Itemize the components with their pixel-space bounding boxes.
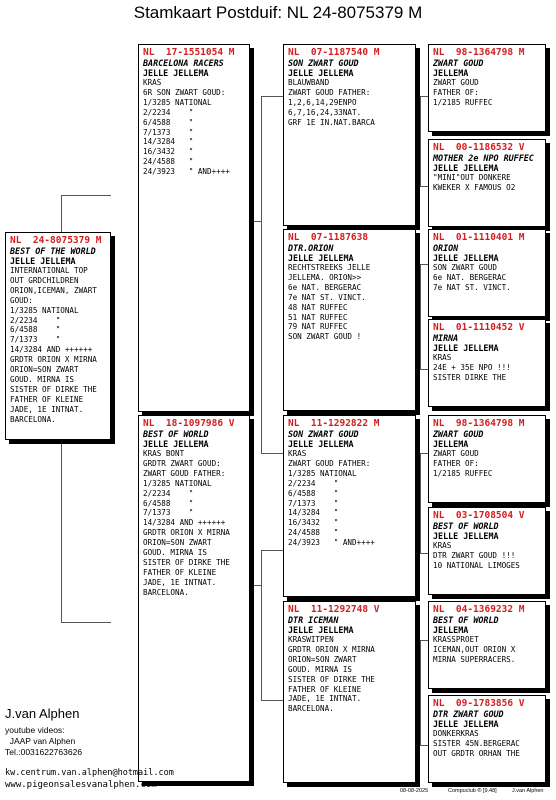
info-line: DONKERKRAS — [433, 729, 479, 738]
info-line: "MINI"OUT DONKERE — [433, 173, 511, 182]
info-line: GRDTR ORION X MIRNA — [143, 528, 230, 538]
info-line: BARCELONA. — [288, 704, 334, 714]
info-line: 6R SON ZWART GOUD: — [143, 87, 226, 97]
info-line: 48 NAT RUFFEC — [288, 302, 348, 312]
pigeon-name: BEST OF THE WORLD — [10, 246, 96, 256]
ring-number: NL 07-1187638 — [288, 232, 369, 243]
ring-number: NL 03-1708504 V — [433, 510, 525, 521]
info-line: ZWART GOUD — [433, 449, 479, 458]
ring-number: NL 01-1110452 V — [433, 322, 525, 333]
info-line: DTR ZWART GOUD !!! — [433, 550, 516, 560]
pedigree-card-fmf — [428, 229, 546, 317]
ring-number: NL 17-1551054 M — [143, 47, 235, 58]
print-date: 08-08-2025 — [400, 788, 429, 794]
info-line: 7e NAT ST. VINCT. — [433, 282, 511, 292]
connector-line — [420, 96, 428, 97]
pigeon-name: DTR.ORION — [288, 243, 334, 253]
info-line: JADE, 1E INTNAT. — [288, 694, 362, 704]
pedigree-card-mother — [138, 415, 250, 782]
info-line: ZWART GOUD — [433, 78, 479, 87]
pigeon-name: BEST OF WORLD — [433, 615, 499, 625]
website[interactable]: www.pigeonsalesvanalphen.com — [5, 780, 157, 790]
owner-name: JELLE JELLEMA — [433, 719, 499, 729]
info-line: FATHER OF KLEINE — [10, 394, 84, 404]
info-line: SISTER DIRKE THE — [433, 372, 507, 382]
connector-line — [261, 96, 283, 97]
info-line: 6/4588 " — [143, 498, 194, 508]
ring-number: NL 04-1369232 M — [433, 604, 525, 615]
pedigree-card-mother-mother — [283, 601, 416, 783]
pedigree-card-father-mother — [283, 229, 416, 411]
connector-line — [420, 553, 428, 554]
youtube-label: youtube videos: — [5, 725, 65, 735]
info-line: GRDTR ORION X MIRNA — [10, 355, 97, 365]
info-line: GOUD: — [10, 295, 33, 305]
info-line: KRAS — [143, 78, 162, 87]
info-line: GRDTR ZWART GOUD: — [143, 458, 221, 468]
info-line: 2/2234 " — [10, 315, 61, 325]
info-line: FATHER OF KLEINE — [288, 684, 362, 694]
info-line: 7/1373 " — [10, 335, 61, 345]
info-line: ORION=SON ZWART — [10, 365, 79, 375]
info-line: 24/4588 " — [143, 157, 194, 167]
youtube-channel: JAAP van Alphen — [5, 736, 76, 746]
owner-name: JELLE JELLEMA — [433, 531, 499, 541]
info-line: 14/3284 AND ++++++ — [143, 518, 226, 528]
info-line: KRAS BONT — [143, 449, 185, 458]
info-line: BARCELONA. — [143, 587, 189, 597]
info-line: 7/1373 " — [143, 127, 194, 137]
owner-name: JELLE JELLEMA — [433, 253, 499, 263]
ring-number: NL 98-1364798 M — [433, 47, 525, 58]
info-line: ORION,ICEMAN, ZWART — [10, 285, 97, 295]
connector-line — [61, 195, 62, 232]
pigeon-name: SON ZWART GOUD — [288, 58, 359, 68]
info-line: FATHER OF KLEINE — [143, 567, 217, 577]
software-label: Compuclub ® [9.48] — [448, 788, 497, 794]
info-line: JADE, 1E INTNAT. — [10, 404, 84, 414]
info-line: 1/2185 RUFFEC — [433, 97, 493, 107]
info-line: RECHTSTREEKS JELLE — [288, 263, 371, 272]
info-line: GRDTR ORION X MIRNA — [288, 644, 375, 654]
info-line: 1/3285 NATIONAL — [10, 305, 79, 315]
info-line: 1/3285 NATIONAL — [288, 468, 357, 478]
info-line: 16/3432 " — [143, 147, 194, 157]
info-line: 10 NATIONAL LIMOGES — [433, 560, 520, 570]
connector-line — [261, 550, 283, 551]
connector-line — [420, 745, 428, 746]
connector-line — [261, 96, 262, 453]
info-line: 24/3923 " AND++++ — [288, 538, 375, 548]
info-line: ZWART GOUD FATHER: — [288, 458, 371, 468]
info-line: 6e NAT. BERGERAC — [433, 272, 507, 282]
ring-number: NL 18-1097986 V — [143, 418, 235, 429]
pigeon-name: DTR ICEMAN — [288, 615, 339, 625]
pigeon-name: SON ZWART GOUD — [288, 429, 359, 439]
connector-line — [420, 640, 428, 641]
info-line: 6/4588 " — [288, 488, 339, 498]
info-line: 14/3284 AND ++++++ — [10, 345, 93, 355]
pedigree-card-fmm — [428, 319, 546, 407]
info-line: 2/2234 " — [143, 488, 194, 498]
phone: Tel.:0031622763626 — [5, 747, 83, 757]
connector-line — [420, 369, 428, 370]
ring-number: NL 07-1187540 M — [288, 47, 380, 58]
owner-name: JELLEMA — [433, 625, 469, 635]
owner-name: JELLE JELLEMA — [288, 253, 354, 263]
pigeon-name: MOTHER 2e NPO RUFFEC — [433, 153, 534, 163]
info-line: SISTER OF DIRKE THE — [10, 384, 97, 394]
info-line: 6e NAT. BERGERAC — [288, 282, 362, 292]
info-line: GOUD. MIRNA IS — [143, 548, 208, 558]
owner-name: JELLE JELLEMA — [288, 439, 354, 449]
email[interactable]: kw.centrum.van.alphen@hotmail.com — [5, 768, 174, 778]
connector-line — [420, 453, 428, 454]
info-line: 6,7,16,24,33NAT. — [288, 107, 362, 117]
pedigree-card-mother-father — [283, 415, 416, 597]
info-line: GOUD. MIRNA IS — [288, 664, 353, 674]
info-line: KRAS — [433, 541, 452, 550]
info-line: 1,2,6,14,29ENPO — [288, 97, 357, 107]
connector-line — [61, 195, 111, 196]
pigeon-name: BEST OF WORLD — [143, 429, 209, 439]
pigeon-name: ORION — [433, 243, 459, 253]
info-line: KRAS — [288, 449, 307, 458]
ring-number: NL 00-1186532 V — [433, 142, 525, 153]
pedigree-card-subject — [5, 232, 111, 440]
connector-line — [250, 585, 261, 586]
info-line: 7/1373 " — [143, 508, 194, 518]
info-line: SON ZWART GOUD ! — [288, 332, 362, 342]
info-line: SISTER OF DIRKE THE — [288, 674, 375, 684]
pedigree-card-father-father — [283, 44, 416, 226]
owner-name: JELLE JELLEMA — [433, 163, 499, 173]
pedigree-card-father — [138, 44, 250, 412]
ring-number: NL 11-1292822 M — [288, 418, 380, 429]
info-line: 2/2234 " — [143, 107, 194, 117]
owner-name: JELLEMA — [433, 68, 469, 78]
ring-number: NL 98-1364798 M — [433, 418, 525, 429]
ring-number: NL 09-1783856 V — [433, 698, 525, 709]
ring-number: NL 11-1292748 V — [288, 604, 380, 615]
ring-number: NL 01-1110401 M — [433, 232, 525, 243]
pigeon-name: BARCELONA RACERS — [143, 58, 224, 68]
connector-line — [61, 440, 62, 622]
connector-line — [420, 186, 428, 187]
info-line: ICEMAN,OUT ORION X — [433, 644, 516, 654]
pedigree-card-mmm — [428, 695, 546, 783]
ring-number: NL 24-8075379 M — [10, 235, 102, 246]
info-line: OUT GRDTR ORHAN THE — [433, 748, 520, 758]
info-line: MIRNA SUPERRACERS. — [433, 654, 516, 664]
connector-line — [420, 640, 421, 745]
connector-line — [420, 96, 421, 186]
info-line: OUT GRDCHILDREN — [10, 275, 79, 285]
breeder-name: J.van Alphen — [5, 706, 80, 721]
connector-line — [420, 264, 421, 369]
info-line: FATHER OF: — [433, 458, 479, 468]
connector-line — [250, 221, 261, 222]
pigeon-name: BEST OF WORLD — [433, 521, 499, 531]
pigeon-name: ZWART GOUD — [433, 429, 484, 439]
info-line: JELLEMA. ORION>> — [288, 272, 362, 282]
owner-name: JELLE JELLEMA — [433, 343, 499, 353]
info-line: GRF 1E IN.NAT.BARCA — [288, 117, 375, 127]
info-line: 7e NAT ST. VINCT. — [288, 292, 366, 302]
info-line: 6/4588 " — [143, 117, 194, 127]
info-line: 24/4588 " — [288, 528, 339, 538]
connector-line — [261, 700, 283, 701]
info-line: 6/4588 " — [10, 325, 61, 335]
info-line: SISTER 45N.BERGERAC — [433, 738, 520, 748]
info-line: 2/2234 " — [288, 478, 339, 488]
pigeon-name: ZWART GOUD — [433, 58, 484, 68]
info-line: GOUD. MIRNA IS — [10, 374, 75, 384]
info-line: INTERNATIONAL TOP — [10, 266, 88, 275]
info-line: ZWART GOUD FATHER: — [143, 468, 226, 478]
connector-line — [261, 550, 262, 700]
connector-line — [420, 264, 428, 265]
info-line: 1/3285 NATIONAL — [143, 97, 212, 107]
connector-line — [261, 453, 283, 454]
info-line: 79 NAT RUFFEC — [288, 322, 348, 332]
info-line: FATHER OF: — [433, 87, 479, 97]
info-line: 16/3432 " — [288, 518, 339, 528]
connector-line — [420, 453, 421, 553]
info-line: 1/2185 RUFFEC — [433, 468, 493, 478]
info-line: ORION=SON ZWART — [288, 654, 357, 664]
owner-name: JELLEMA — [433, 439, 469, 449]
info-line: 14/3284 " — [143, 137, 194, 147]
info-line: 51 NAT RUFFEC — [288, 312, 348, 322]
author-label: J.van Alphen — [512, 788, 544, 794]
page-title: Stamkaart Postduif: NL 24-8075379 M — [133, 3, 423, 22]
info-line: SISTER OF DIRKE THE — [143, 557, 230, 567]
owner-name: JELLE JELLEMA — [288, 68, 354, 78]
info-line: KRAS — [433, 353, 452, 362]
pedigree-card-ffm — [428, 139, 546, 227]
owner-name: JELLE JELLEMA — [143, 439, 209, 449]
info-line: ZWART GOUD FATHER: — [288, 87, 371, 97]
info-line: ORION=SON ZWART — [143, 538, 212, 548]
info-line: 7/1373 " — [288, 498, 339, 508]
pedigree-card-mfm — [428, 507, 546, 595]
pigeon-name: DTR ZWART GOUD — [433, 709, 504, 719]
info-line: JADE, 1E INTNAT. — [143, 577, 217, 587]
info-line: SON ZWART GOUD — [433, 263, 498, 272]
info-line: 24/3923 " AND++++ — [143, 167, 230, 177]
pedigree-card-mff — [428, 415, 546, 503]
owner-name: JELLE JELLEMA — [288, 625, 354, 635]
connector-line — [61, 622, 111, 623]
info-line: KWEKER X FAMOUS O2 — [433, 182, 516, 192]
info-line: BARCELONA. — [10, 414, 56, 424]
info-line: KRASSPROET — [433, 635, 479, 644]
info-line: BLAUWBAND — [288, 78, 330, 87]
pedigree-card-mmf — [428, 601, 546, 689]
info-line: 1/3285 NATIONAL — [143, 478, 212, 488]
info-line: 14/3284 " — [288, 508, 339, 518]
owner-name: JELLE JELLEMA — [143, 68, 209, 78]
info-line: KRASWITPEN — [288, 635, 334, 644]
pigeon-name: MIRNA — [433, 333, 459, 343]
info-line: 24E + 35E NPO !!! — [433, 362, 511, 372]
owner-name: JELLE JELLEMA — [10, 256, 76, 266]
pedigree-card-fff — [428, 44, 546, 132]
